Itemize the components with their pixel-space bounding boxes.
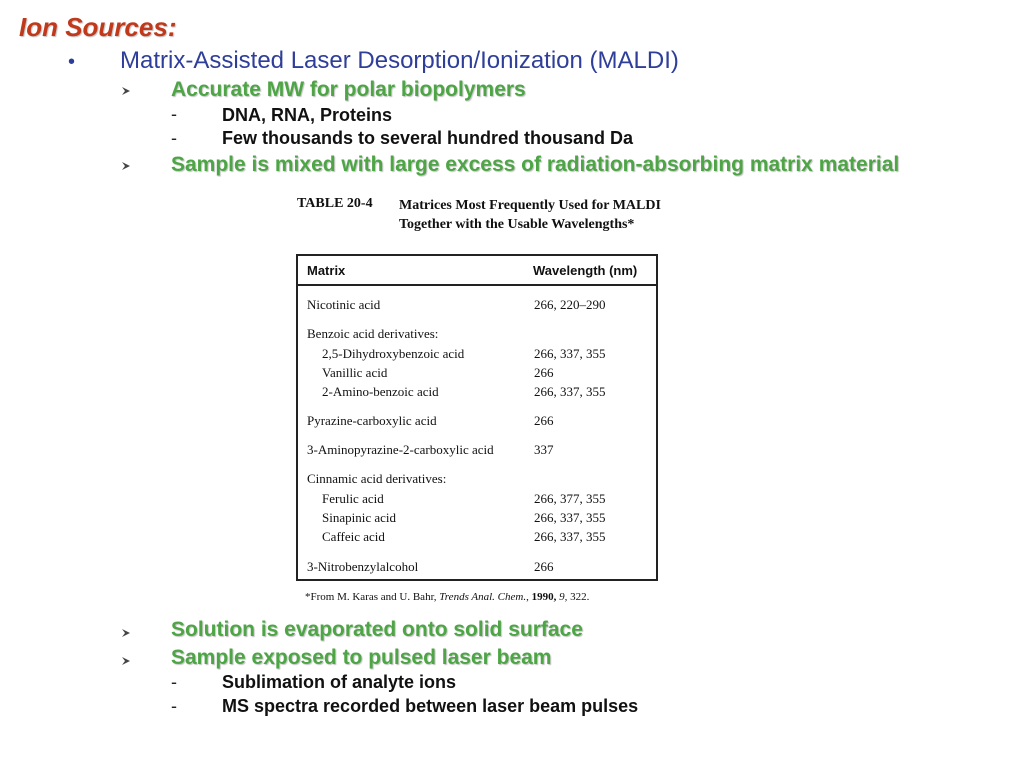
bullet-maldi: Matrix-Assisted Laser Desorption/Ionization (MALDI) <box>120 47 679 74</box>
table-cell-wavelength: 266 <box>534 365 554 380</box>
arrow-bullet-icon <box>121 656 131 666</box>
sub-bullet-ms-spectra: MS spectra recorded between laser beam pulses <box>222 696 639 716</box>
table-caption: Matrices Most Frequently Used for MALDI Together with the Usable Wavelengths* <box>399 198 661 232</box>
table-header-matrix: Matrix <box>307 263 346 278</box>
table-cell-wavelength: 266 <box>534 413 554 428</box>
bullet-dot-icon: • <box>68 51 76 73</box>
table-cell-matrix: 3-Aminopyrazine-2-carboxylic acid <box>307 442 494 457</box>
dash-bullet: - <box>171 104 177 124</box>
table-cell-matrix: Cinnamic acid derivatives: <box>307 471 447 486</box>
table-cell-matrix: Nicotinic acid <box>307 297 381 312</box>
dash-bullet: - <box>171 128 177 148</box>
table-cell-wavelength: 266, 337, 355 <box>534 384 606 399</box>
table-cell-wavelength: 266, 337, 355 <box>534 529 606 544</box>
table-cell-matrix: 2,5-Dihydroxybenzoic acid <box>322 346 465 361</box>
table-cell-wavelength: 266 <box>534 559 554 574</box>
table-cell-wavelength: 266, 337, 355 <box>534 346 606 361</box>
table-header-wavelength: Wavelength (nm) <box>533 263 638 278</box>
table-cell-matrix: Benzoic acid derivatives: <box>307 326 439 341</box>
bullet-pulsed-laser: Sample exposed to pulsed laser beam <box>171 646 552 669</box>
table-cell-wavelength: 266, 220–290 <box>534 297 606 312</box>
bullet-accurate-mw: Accurate MW for polar biopolymers <box>171 78 526 101</box>
bullet-sample-mixed: Sample is mixed with large excess of radiation-absorbing matrix material <box>171 153 900 176</box>
table-cell-matrix: Vanillic acid <box>322 365 388 380</box>
sub-bullet-thousands-da: Few thousands to several hundred thousand Da <box>222 128 634 148</box>
table-cell-wavelength: 266, 337, 355 <box>534 510 606 525</box>
table-cell-matrix: Sinapinic acid <box>322 510 397 525</box>
table-cell-matrix: Pyrazine-carboxylic acid <box>307 413 437 428</box>
dash-bullet: - <box>171 672 177 692</box>
arrow-bullet-icon <box>121 628 131 638</box>
arrow-bullet-icon <box>121 86 131 96</box>
table-footnote: *From M. Karas and U. Bahr, Trends Anal. Chem., 1990, 9, 322. <box>305 591 590 603</box>
sub-bullet-sublimation: Sublimation of analyte ions <box>222 672 457 692</box>
table-cell-wavelength: 337 <box>534 442 554 457</box>
sub-bullet-dna: DNA, RNA, Proteins <box>222 105 393 125</box>
table-cell-matrix: Ferulic acid <box>322 491 384 506</box>
table-label: TABLE 20-4 <box>297 196 373 211</box>
arrow-bullet-icon <box>121 161 131 171</box>
table-cell-wavelength: 266, 377, 355 <box>534 491 606 506</box>
table-header-divider <box>296 284 658 286</box>
slide-title: Ion Sources: <box>19 12 177 42</box>
dash-bullet: - <box>171 696 177 716</box>
table-cell-matrix: 2-Amino-benzoic acid <box>322 384 439 399</box>
table-cell-matrix: Caffeic acid <box>322 529 385 544</box>
bullet-solution-evaporated: Solution is evaporated onto solid surface <box>171 618 583 641</box>
table-cell-matrix: 3-Nitrobenzylalcohol <box>307 559 419 574</box>
